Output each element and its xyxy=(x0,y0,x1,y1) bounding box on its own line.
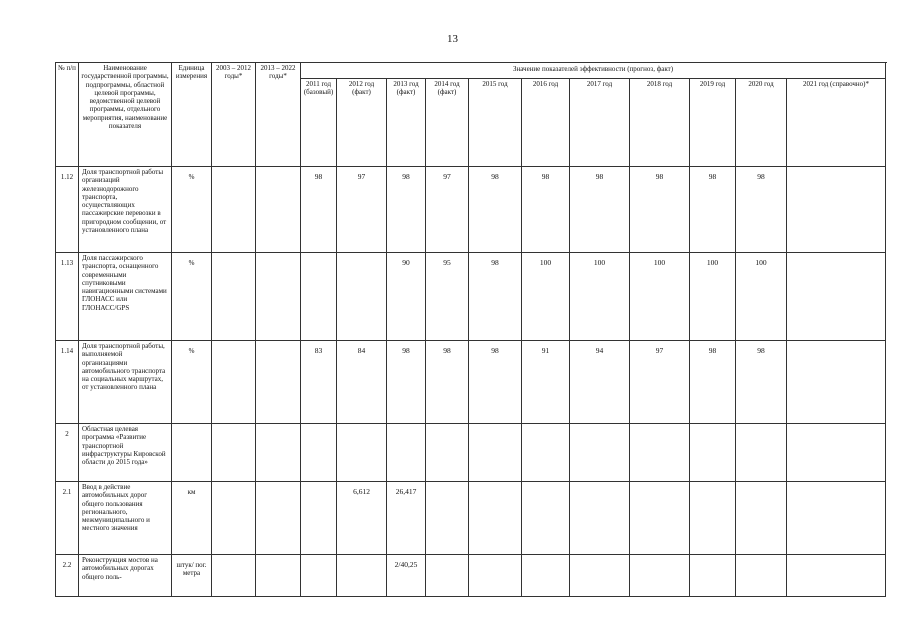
row-value xyxy=(787,424,886,482)
table-row xyxy=(56,341,886,424)
row-unit: штук/ пог. метра xyxy=(172,555,212,597)
row-value: 98 xyxy=(469,167,522,253)
table-row xyxy=(56,253,886,341)
row-name: Ввод в действие автомобильных дорог общего пользования регионального, межмуниципального и местного значения xyxy=(79,482,172,555)
header-year: 2016 год xyxy=(522,79,570,167)
row-value xyxy=(337,555,387,597)
row-value xyxy=(690,555,736,597)
row-value: 98 xyxy=(301,167,337,253)
row-name: Областная целевая программа «Развитие транспортной инфраструктуры Кировской области до 2015 года» xyxy=(79,424,172,482)
row-value xyxy=(522,482,570,555)
header-year: 2018 год xyxy=(630,79,690,167)
row-value xyxy=(426,482,469,555)
row-value xyxy=(570,424,630,482)
row-period-2013-2022 xyxy=(256,167,301,253)
row-value: 98 xyxy=(690,341,736,424)
row-number: 1.12 xyxy=(56,167,79,253)
row-value: 90 xyxy=(387,253,426,341)
row-unit: % xyxy=(172,167,212,253)
row-value: 98 xyxy=(570,167,630,253)
header-year: 2014 год (факт) xyxy=(426,79,469,167)
row-period-2013-2022 xyxy=(256,424,301,482)
row-value: 98 xyxy=(690,167,736,253)
row-value: 98 xyxy=(387,341,426,424)
table-row xyxy=(56,555,886,597)
row-value: 26,417 xyxy=(387,482,426,555)
row-value: 91 xyxy=(522,341,570,424)
row-value xyxy=(787,555,886,597)
row-value xyxy=(630,482,690,555)
row-value: 98 xyxy=(736,341,787,424)
row-value: 97 xyxy=(426,167,469,253)
row-value xyxy=(301,555,337,597)
row-value: 98 xyxy=(522,167,570,253)
row-value: 98 xyxy=(469,341,522,424)
row-number: 1.14 xyxy=(56,341,79,424)
row-value: 98 xyxy=(387,167,426,253)
row-value xyxy=(630,555,690,597)
row-value: 98 xyxy=(630,167,690,253)
row-value xyxy=(301,253,337,341)
row-value xyxy=(337,253,387,341)
row-name: Доля пассажирского транспорта, оснащенного современными спутниковыми навигационными системами ГЛОНАСС или ГЛОНАСС/GPS xyxy=(79,253,172,341)
row-value: 100 xyxy=(736,253,787,341)
row-value: 100 xyxy=(690,253,736,341)
row-period-2013-2022 xyxy=(256,482,301,555)
row-value xyxy=(426,555,469,597)
row-value xyxy=(736,555,787,597)
row-period-2003-2012 xyxy=(212,555,256,597)
row-name: Доля транспортной работы, выполняемой организациями автомобильного транспорта на социальных маршрутах, от установленного плана xyxy=(79,341,172,424)
row-value xyxy=(787,341,886,424)
row-unit: км xyxy=(172,482,212,555)
row-value xyxy=(387,424,426,482)
row-value xyxy=(301,482,337,555)
row-value xyxy=(301,424,337,482)
header-year: 2015 год xyxy=(469,79,522,167)
row-number: 1.13 xyxy=(56,253,79,341)
header-period-2013-2022: 2013 – 2022 годы* xyxy=(256,63,301,167)
row-number: 2.1 xyxy=(56,482,79,555)
header-row-1 xyxy=(56,63,886,79)
row-value xyxy=(469,555,522,597)
row-unit: % xyxy=(172,253,212,341)
row-value: 100 xyxy=(522,253,570,341)
row-value xyxy=(570,555,630,597)
row-value xyxy=(787,482,886,555)
row-value: 98 xyxy=(469,253,522,341)
row-value xyxy=(522,555,570,597)
indicators-table xyxy=(55,62,886,597)
row-period-2003-2012 xyxy=(212,253,256,341)
header-year: 2020 год xyxy=(736,79,787,167)
row-value xyxy=(426,424,469,482)
header-year: 2017 год xyxy=(570,79,630,167)
row-value xyxy=(736,424,787,482)
row-value xyxy=(787,167,886,253)
row-period-2003-2012 xyxy=(212,167,256,253)
row-value xyxy=(522,424,570,482)
table-body xyxy=(56,167,886,597)
row-value xyxy=(337,424,387,482)
header-year: 2019 год xyxy=(690,79,736,167)
row-value xyxy=(570,482,630,555)
row-value xyxy=(690,424,736,482)
page-number: 13 xyxy=(447,33,458,45)
row-value xyxy=(787,253,886,341)
row-unit: % xyxy=(172,341,212,424)
row-value xyxy=(690,482,736,555)
row-value: 100 xyxy=(570,253,630,341)
row-value: 94 xyxy=(570,341,630,424)
row-period-2013-2022 xyxy=(256,555,301,597)
row-value xyxy=(736,482,787,555)
row-period-2013-2022 xyxy=(256,253,301,341)
row-value: 2/40,25 xyxy=(387,555,426,597)
table-row xyxy=(56,424,886,482)
row-value xyxy=(469,424,522,482)
row-value: 83 xyxy=(301,341,337,424)
row-unit xyxy=(172,424,212,482)
header-unit: Единица измерения xyxy=(172,63,212,167)
row-period-2003-2012 xyxy=(212,341,256,424)
row-value: 98 xyxy=(736,167,787,253)
row-period-2003-2012 xyxy=(212,482,256,555)
row-number: 2 xyxy=(56,424,79,482)
table-row xyxy=(56,482,886,555)
table-row xyxy=(56,167,886,253)
row-period-2013-2022 xyxy=(256,341,301,424)
row-value: 97 xyxy=(630,341,690,424)
row-value: 6,612 xyxy=(337,482,387,555)
row-value xyxy=(630,424,690,482)
row-name: Доля транспортной работы организаций железнодорожного транспорта, осуществляющих пассажирские перевозки в пригородном сообщении, от установленного плана xyxy=(79,167,172,253)
row-value xyxy=(469,482,522,555)
header-period-2003-2012: 2003 – 2012 годы* xyxy=(212,63,256,167)
header-year: 2013 год (факт) xyxy=(387,79,426,167)
row-number: 2.2 xyxy=(56,555,79,597)
header-name: Наименование государственной программы, подпрограммы, областной целевой программы, ведомственной целевой программы, отдельного мероприятия, наименование показателя xyxy=(79,63,172,167)
row-value: 97 xyxy=(337,167,387,253)
header-year: 2012 год (факт) xyxy=(337,79,387,167)
header-year: 2011 год (базовый) xyxy=(301,79,337,167)
row-value: 95 xyxy=(426,253,469,341)
header-no: № п/п xyxy=(56,63,79,167)
row-value: 84 xyxy=(337,341,387,424)
row-value: 98 xyxy=(426,341,469,424)
header-values-group: Значение показателей эффективности (прогноз, факт) xyxy=(301,63,886,79)
row-period-2003-2012 xyxy=(212,424,256,482)
row-value: 100 xyxy=(630,253,690,341)
row-name: Реконструкция мостов на автомобильных дорогах общего поль- xyxy=(79,555,172,597)
header-year: 2021 год (справочно)* xyxy=(787,79,886,167)
